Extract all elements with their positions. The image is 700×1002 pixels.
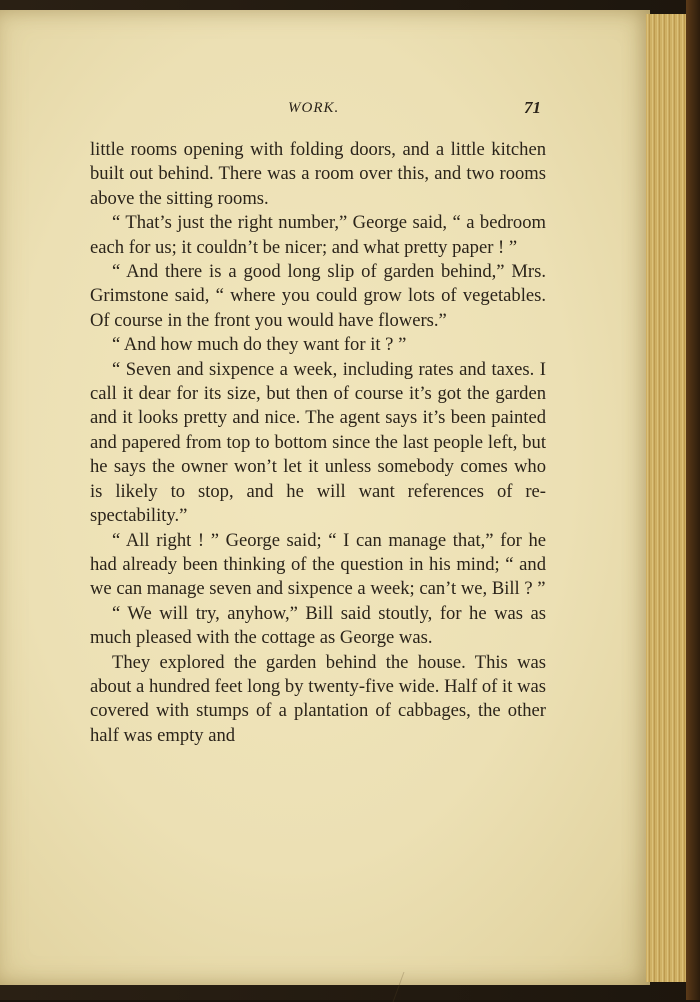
page-number: 71 — [524, 98, 541, 117]
paragraph: “ Seven and sixpence a week, including rates and taxes. I call it dear for its size, but then of course it’s got the garden and it looks pretty and nice. The agent says it’s been painted and papered from top to bottom since the last people left, but he says the owner won’t let it unless somebody comes who is likely to stop, and he will want references of re-spectability.” — [90, 358, 546, 527]
book-page — [0, 10, 650, 985]
book-cover-edge — [686, 0, 700, 1000]
page-edges — [646, 14, 689, 982]
paragraph: “ All right ! ” George said; “ I can manage that,” for he had already been thinking of the question in his mind; “ and we can manage seven and sixpence a week; can’t we, Bill ? ” — [90, 529, 546, 600]
paragraph: little rooms opening with folding doors, and a little kitchen built out behind. There was a room over this, and two rooms above the sitting rooms. — [90, 139, 546, 209]
paragraph: “ That’s just the right number,” George said, “ a bedroom each for us; it couldn’t be nicer; and what pretty paper ! ” — [90, 212, 546, 258]
paragraph: “ And there is a good long slip of garden behind,” Mrs. Grimstone said, “ where you could grow lots of vegetables. Of course in the front you would have flowers.” — [90, 261, 546, 331]
paragraph: “ And how much do they want for it ? ” — [112, 334, 407, 356]
page-header — [90, 100, 545, 124]
paragraph: “ We will try, anyhow,” Bill said stoutly, for he was as much pleased with the cottage as George was. — [90, 602, 546, 649]
page-body — [90, 138, 546, 748]
running-head: WORK. — [288, 100, 340, 116]
paragraph: They explored the garden behind the house. This was about a hundred feet long by twenty-five wide. Half of it was covered with stumps of a plantation of cabbages, the other half was empty and — [90, 651, 546, 746]
